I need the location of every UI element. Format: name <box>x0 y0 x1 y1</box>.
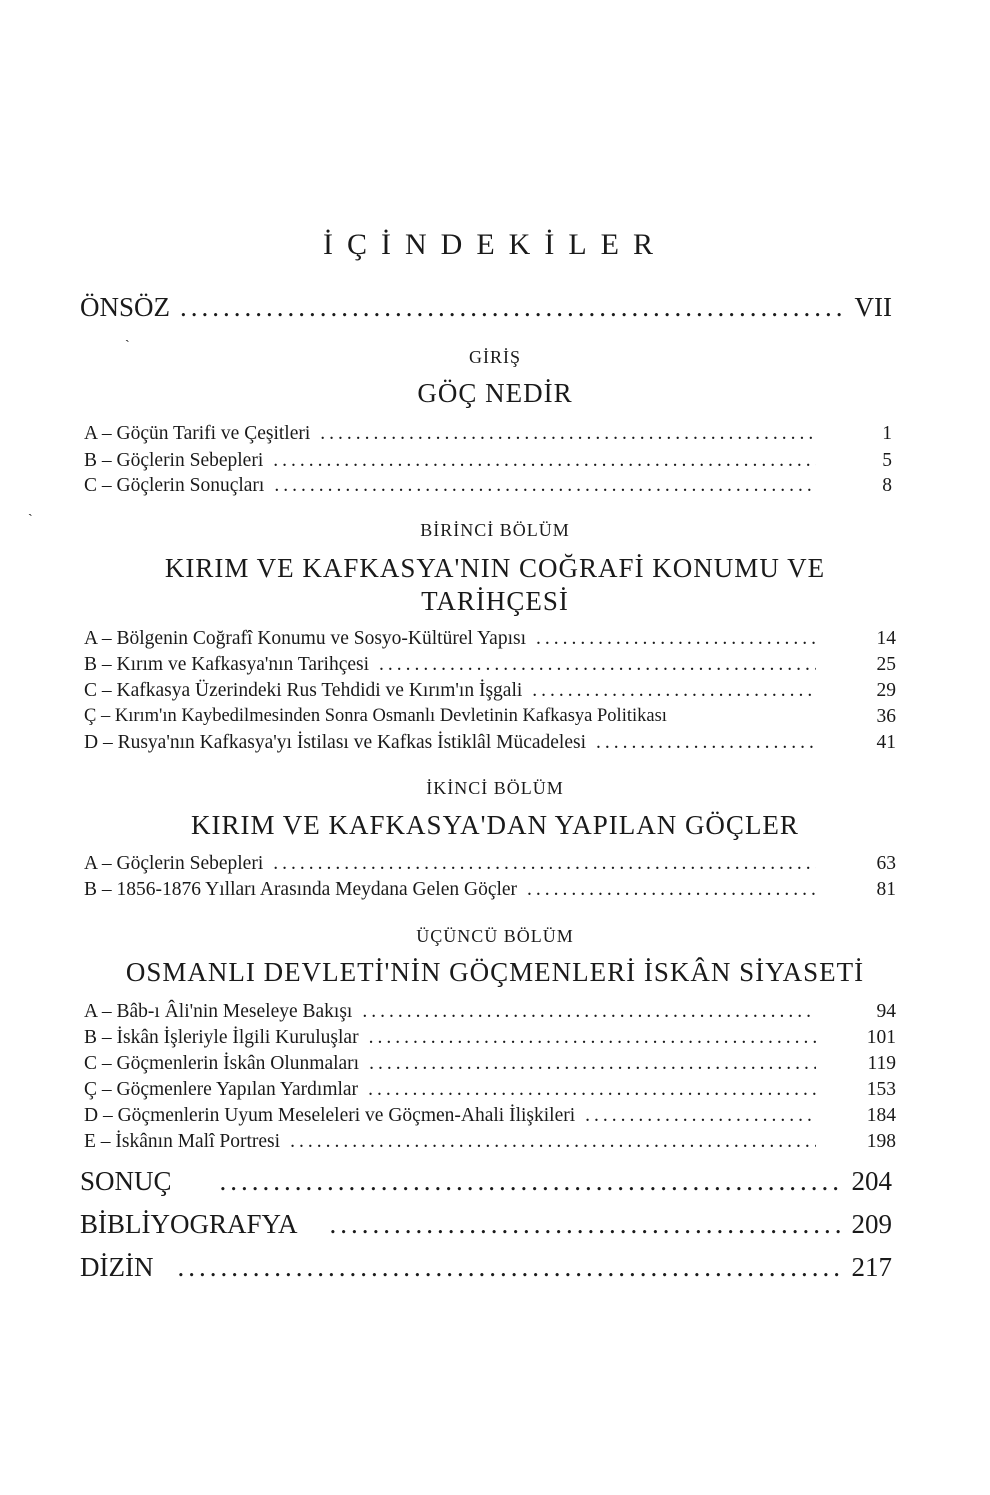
toc-entry-label: A – Bölgenin Coğrafî Konumu ve Sosyo-Kültürel Yapısı <box>84 628 526 649</box>
section-kicker: ÜÇÜNCÜ BÖLÜM <box>416 926 574 946</box>
leader-dots <box>536 628 816 650</box>
toc-entry-label: B – Kırım ve Kafkasya'nın Tarihçesi <box>84 654 370 675</box>
toc-entry <box>84 1131 826 1153</box>
toc-entry-label: D – Rusya'nın Kafkasya'yı İstilası ve Kafkas İstiklâl Mücadelesi <box>84 732 586 753</box>
toc-entry-label: Ç – Göçmenlere Yapılan Yardımlar <box>84 1079 359 1100</box>
toc-entry-page: 1 <box>882 423 892 444</box>
toc-entry-label: BİBLİYOGRAFYA <box>80 1209 298 1239</box>
toc-entry-page: 101 <box>866 1027 896 1048</box>
leader-dots <box>368 1079 816 1101</box>
toc-entry-label: E – İskânın Malî Portresi <box>84 1131 281 1152</box>
leader-dots <box>369 1027 816 1049</box>
leader-dots <box>532 680 816 702</box>
leader-dots <box>273 853 816 875</box>
toc-entry-label: Ç – Kırım'ın Kaybedilmesinden Sonra Osmanlı Devletinin Kafkasya Politikası <box>84 706 667 726</box>
toc-entry <box>84 1053 826 1075</box>
leader-dots <box>527 879 816 901</box>
leader-dots <box>177 1252 841 1283</box>
leader-dots <box>330 1209 842 1240</box>
toc-entry-label: ÖNSÖZ <box>80 292 171 322</box>
toc-entry-label: A – Göçlerin Sebepleri <box>84 853 264 874</box>
print-speck: ˏ <box>125 328 130 343</box>
toc-entry-page: 94 <box>876 1001 896 1022</box>
page-title: İÇİNDEKİLER <box>323 228 667 261</box>
toc-entry-page: 81 <box>876 879 896 900</box>
toc-entry <box>84 628 826 650</box>
toc-entry <box>84 654 826 676</box>
toc-entry <box>84 1105 826 1127</box>
section-heading: GÖÇ NEDİR <box>417 378 573 408</box>
toc-entry-page: 209 <box>851 1209 892 1239</box>
toc-entry <box>84 853 826 875</box>
toc-entry-page: 204 <box>851 1166 892 1196</box>
toc-entry-page: 29 <box>876 680 896 701</box>
leader-dots <box>180 292 845 323</box>
toc-entry-page: 8 <box>882 475 892 496</box>
toc-entry-page: 5 <box>882 450 892 471</box>
toc-entry-label: DİZİN <box>80 1252 154 1282</box>
toc-entry <box>84 1079 826 1101</box>
toc-entry-page: 36 <box>876 706 896 727</box>
toc-entry-label: A – Bâb-ı Âli'nin Meseleye Bakışı <box>84 1001 353 1022</box>
toc-entry-label: B – İskân İşleriyle İlgili Kuruluşlar <box>84 1027 359 1048</box>
toc-entry <box>84 680 826 702</box>
toc-entry-sonuc <box>80 1166 892 1197</box>
toc-entry-label: B – Göçlerin Sebepleri <box>84 450 264 471</box>
toc-entry-page: 217 <box>851 1252 892 1282</box>
toc-entry-label: D – Göçmenlerin Uyum Meseleleri ve Göçmen-Ahali İlişkileri <box>84 1105 576 1126</box>
leader-dots <box>220 1166 842 1197</box>
toc-entry-label: A – Göçün Tarifi ve Çeşitleri <box>84 423 311 444</box>
toc-entry-page: 198 <box>866 1131 896 1152</box>
section-heading-line2: TARİHÇESİ <box>421 586 569 616</box>
leader-dots <box>362 1001 816 1023</box>
toc-entry-page: 153 <box>866 1079 896 1100</box>
section-kicker: İKİNCİ BÖLÜM <box>426 778 564 798</box>
toc-entry <box>84 450 826 472</box>
toc-entry-label: B – 1856-1876 Yılları Arasında Meydana Gelen Göçler <box>84 879 518 900</box>
section-kicker: GİRİŞ <box>468 347 521 367</box>
leader-dots <box>290 1131 816 1153</box>
leader-dots <box>369 1053 816 1075</box>
toc-entry <box>84 423 826 445</box>
toc-entry-label: SONUÇ <box>80 1166 172 1196</box>
toc-entry-dizin <box>80 1252 892 1283</box>
toc-entry <box>84 475 826 497</box>
toc-entry-page: 119 <box>867 1053 896 1074</box>
toc-entry <box>84 706 844 727</box>
toc-entry-page: 41 <box>876 732 896 753</box>
toc-entry-page: 63 <box>876 853 896 874</box>
toc-entry-page: 184 <box>866 1105 896 1126</box>
toc-entry <box>84 732 826 754</box>
toc-entry-page: 14 <box>876 628 896 649</box>
toc-entry-label: C – Kafkasya Üzerindeki Rus Tehdidi ve Kırım'ın İşgali <box>84 680 523 701</box>
toc-entry-page: 25 <box>876 654 896 675</box>
toc-entry <box>84 1027 826 1049</box>
toc-entry <box>84 879 826 901</box>
toc-entry <box>84 1001 826 1023</box>
leader-dots <box>274 475 816 497</box>
section-heading: OSMANLI DEVLETİ'NİN GÖÇMENLERİ İSKÂN SİYASETİ <box>125 957 865 987</box>
leader-dots <box>379 654 816 676</box>
toc-entry-label: C – Göçlerin Sonuçları <box>84 475 265 496</box>
leader-dots <box>596 732 816 754</box>
toc-entry-onsoz <box>80 292 892 323</box>
section-heading: KIRIM VE KAFKASYA'NIN COĞRAFİ KONUMU VE <box>164 553 826 583</box>
toc-entry-bibliyografya <box>80 1209 892 1240</box>
leader-dots <box>585 1105 816 1127</box>
toc-entry-page: VII <box>854 292 892 322</box>
leader-dots <box>320 423 816 445</box>
section-heading: KIRIM VE KAFKASYA'DAN YAPILAN GÖÇLER <box>191 810 799 840</box>
print-speck: ˎ <box>28 502 33 517</box>
toc-entry-label: C – Göçmenlerin İskân Olunmaları <box>84 1053 360 1074</box>
leader-dots <box>273 450 816 472</box>
section-kicker: BİRİNCİ BÖLÜM <box>420 520 570 540</box>
